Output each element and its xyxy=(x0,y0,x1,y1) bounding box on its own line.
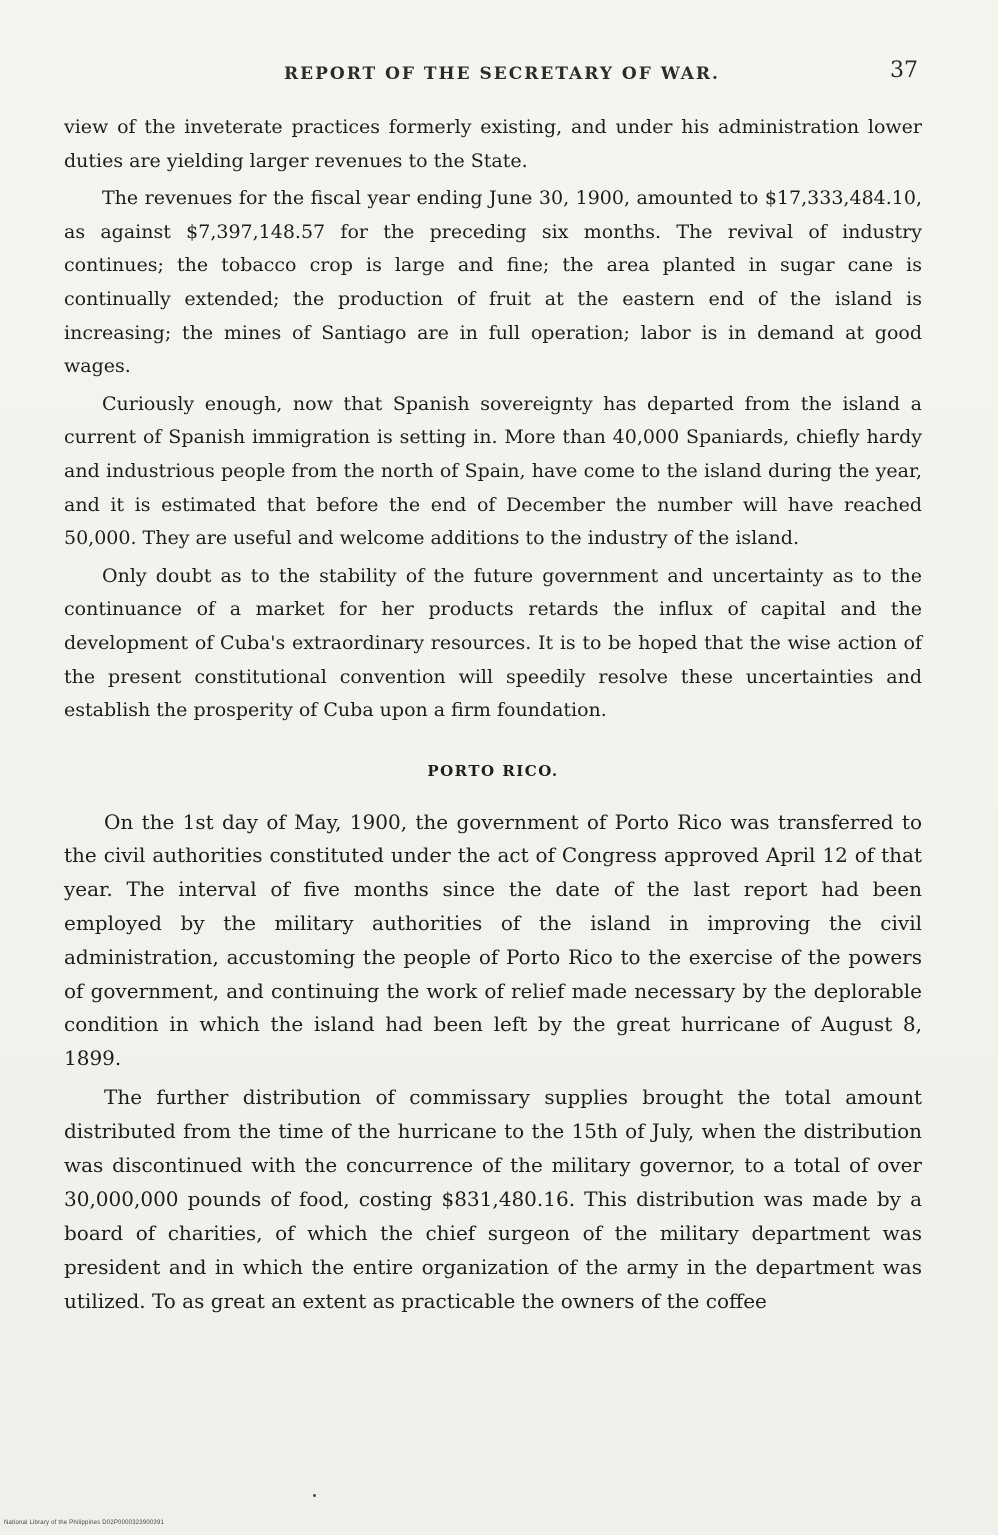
paragraph-6: The further distribution of commissary supplies brought the total amount distributed from the time of the hurricane to the 15th of July, when the distribution was discontinued with the concurrence of the military governor, to a total of over 30,000,000 pounds of food, costing $831,480.16. This distribution was made by a board of charities, of which the chief surgeon of the military department was president and in which the entire organization of the army in the department was utilized. To as great an extent as practicable the owners of the coffee xyxy=(64,1085,922,1314)
running-head: REPORT OF THE SECRETARY OF WAR. xyxy=(284,64,720,84)
page-number: 37 xyxy=(890,58,918,83)
paragraph-5: On the 1st day of May, 1900, the government of Porto Rico was transferred to the civil authorities constituted under the act of Congress approved April 12 of that year. The interval of five months since the date of the last report had been employed by the military authorities of the island in improving the civil administration, accustoming the people of Porto Rico to the exercise of the powers of government, and continuing the work of relief made necessary by the deplorable condition in which the island had been left by the great hurricane of August 8, 1899. xyxy=(64,809,922,1071)
ink-dot xyxy=(313,1494,316,1497)
paragraph-3: Curiously enough, now that Spanish sovereignty has departed from the island a current of Spanish immigration is setting in. More than 40,000 Spaniards, chiefly hardy and industrious people from the north of Spain, have come to the island during the year, and it is estimated that before the end of December the number will have reached 50,000. They are useful and welcome additions to the industry of the island. xyxy=(64,392,922,550)
paragraph-4: Only doubt as to the stability of the future government and uncertainty as to the continuance of a market for her products retards the influx of capital and the development of Cuba's extraordinary resources. It is to be hoped that the wise action of the present constitutional convention will speedily resolve these uncertainties and establish the prosperity of Cuba upon a firm foundation. xyxy=(64,564,922,722)
digitization-footer: National Library of the Philippines D02P0000323900391 xyxy=(4,1520,165,1526)
section-heading-porto-rico: PORTO RICO. xyxy=(427,761,559,780)
paragraph-1: view of the inveterate practices formerly existing, and under his administration lower duties are yielding larger revenues to the State. xyxy=(64,116,922,172)
page-content xyxy=(64,111,922,1318)
paragraph-2: The revenues for the fiscal year ending June 30, 1900, amounted to $17,333,484.10, as against $7,397,148.57 for the preceding six months. The revival of industry continues; the tobacco crop is large and fine; the area planted in sugar cane is continually extended; the production of fruit at the eastern end of the island is increasing; the mines of Santiago are in full operation; labor is in demand at good wages. xyxy=(64,187,922,378)
